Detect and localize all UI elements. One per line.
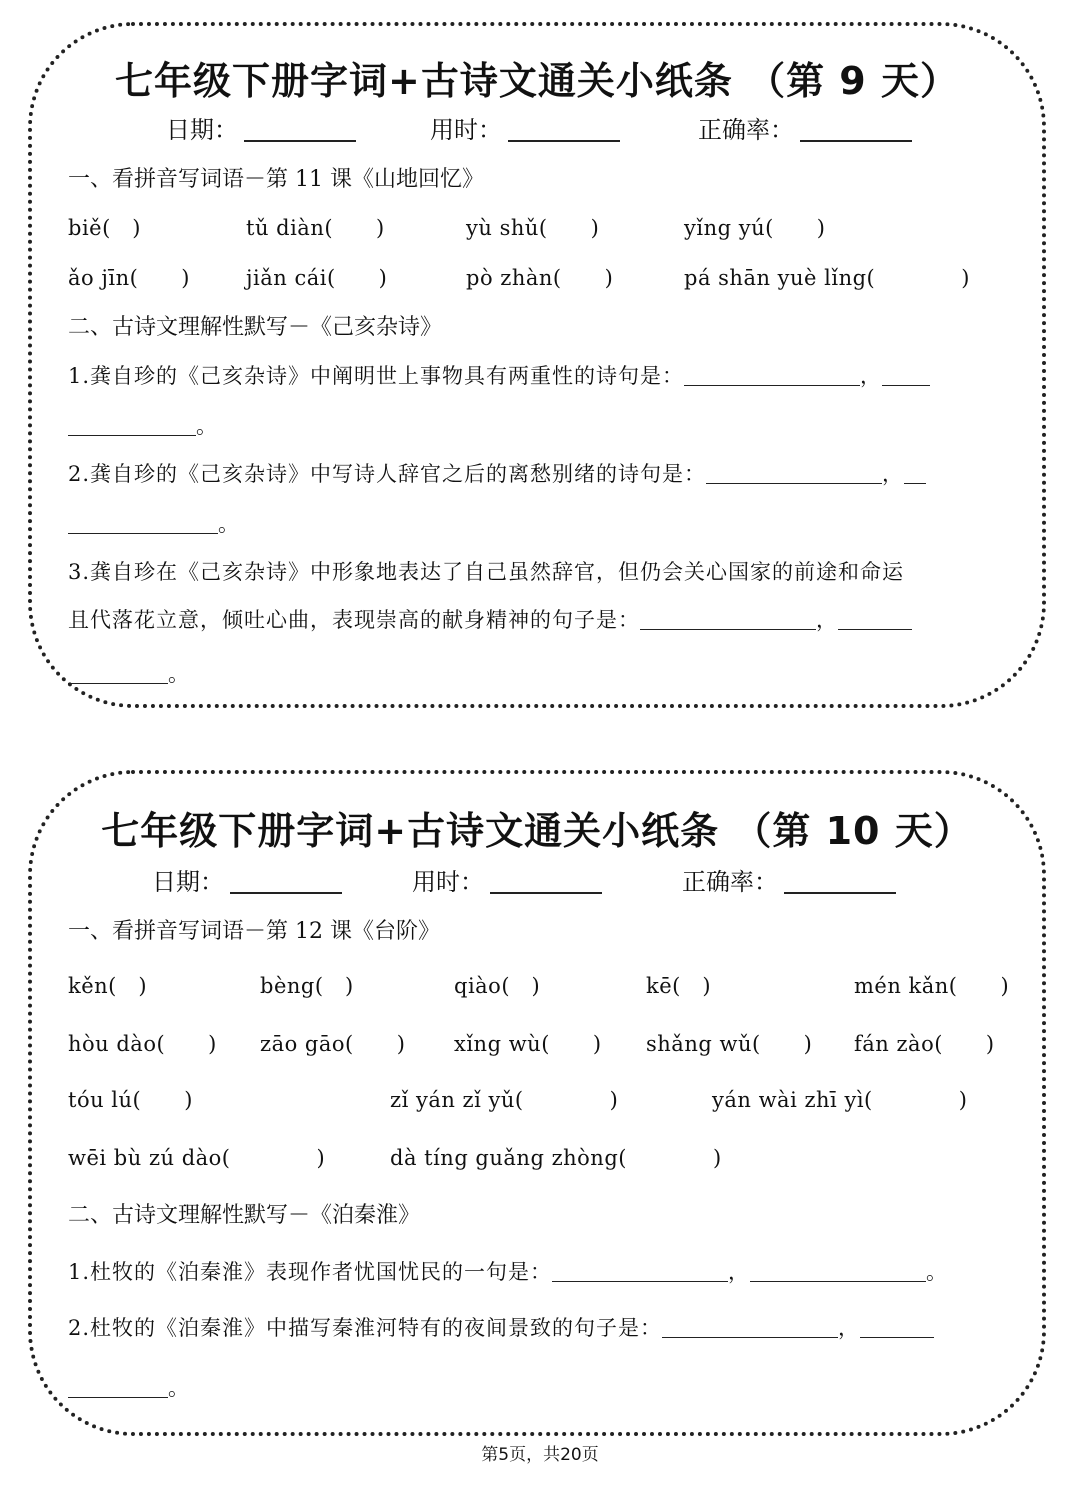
pinyin-item: mén kǎn( ) (854, 974, 1010, 998)
date-blank[interactable] (244, 140, 356, 142)
pinyin-item: tóu lú( ) (68, 1088, 193, 1112)
answer-blank[interactable] (68, 682, 168, 684)
accuracy-field: 正确率： (682, 862, 896, 897)
pinyin-item: xǐng wù( ) (454, 1032, 602, 1056)
pinyin-item: bèng( ) (260, 974, 354, 998)
pinyin-item: biě( ) (68, 216, 141, 240)
answer-blank[interactable] (68, 532, 218, 534)
question-3-end: 。 (68, 658, 190, 688)
answer-blank[interactable] (838, 628, 912, 630)
pinyin-item: kē( ) (646, 974, 712, 998)
accuracy-blank[interactable] (800, 140, 912, 142)
question-2: 2.杜牧的《泊秦淮》中描写秦淮河特有的夜间景致的句子是： ， (68, 1312, 934, 1342)
pinyin-item: hòu dào( ) (68, 1032, 217, 1056)
pinyin-item: kěn( ) (68, 974, 148, 998)
date-blank[interactable] (230, 892, 342, 894)
question-2: 2.龚自珍的《己亥杂诗》中写诗人辞官之后的离愁别绪的诗句是： ， (68, 458, 926, 488)
accuracy-field: 正确率： (698, 110, 912, 145)
pinyin-item: tǔ diàn( ) (246, 216, 385, 240)
card-title: 七年级下册字词+古诗文通关小纸条 （第 9 天） (115, 59, 959, 103)
time-blank[interactable] (490, 892, 602, 894)
section-poem-heading: 二、古诗文理解性默写－《己亥杂诗》 (68, 315, 443, 340)
pinyin-item: qiào( ) (454, 974, 541, 998)
answer-blank[interactable] (904, 482, 926, 484)
time-field: 用时： (430, 110, 620, 145)
accuracy-blank[interactable] (784, 892, 896, 894)
pinyin-item: pò zhàn( ) (466, 266, 614, 290)
pinyin-item: shǎng wǔ( ) (646, 1032, 813, 1056)
answer-blank[interactable] (882, 384, 930, 386)
pinyin-item: zāo gāo( ) (260, 1032, 406, 1056)
question-3: 3.龚自珍在《己亥杂诗》中形象地表达了自己虽然辞官，但仍会关心国家的前途和命运 (68, 560, 905, 584)
answer-blank[interactable] (640, 628, 816, 630)
pinyin-item: ǎo jīn( ) (68, 266, 190, 290)
date-field: 日期： (152, 862, 342, 897)
question-1-cont: 。 (68, 410, 218, 440)
worksheet-card-day10 (28, 770, 1046, 1436)
time-blank[interactable] (508, 140, 620, 142)
question-1: 1.龚自珍的《己亥杂诗》中阐明世上事物具有两重性的诗句是： ， (68, 360, 930, 390)
pinyin-item: jiǎn cái( ) (246, 266, 388, 290)
worksheet-card-day9 (28, 22, 1046, 708)
pinyin-item: fán zào( ) (854, 1032, 995, 1056)
section-pinyin-heading: 一、看拼音写词语－第 12 课《台阶》 (68, 919, 440, 944)
question-2-cont: 。 (68, 508, 240, 538)
section-pinyin-heading: 一、看拼音写词语－第 11 课《山地回忆》 (68, 167, 484, 192)
answer-blank[interactable] (706, 482, 882, 484)
pinyin-item: yán wài zhī yì( ) (712, 1088, 968, 1112)
page-number: 第5页，共20页 (481, 1445, 599, 1465)
answer-blank[interactable] (684, 384, 860, 386)
time-field: 用时： (412, 862, 602, 897)
answer-blank[interactable] (860, 1336, 934, 1338)
answer-blank[interactable] (750, 1280, 926, 1282)
question-2-cont: 。 (68, 1372, 190, 1402)
answer-blank[interactable] (68, 434, 196, 436)
pinyin-item: zǐ yán zǐ yǔ( ) (390, 1088, 619, 1112)
pinyin-item: pá shān yuè lǐng( ) (684, 266, 970, 290)
pinyin-item: dà tíng guǎng zhòng( ) (390, 1146, 722, 1170)
pinyin-item: yù shǔ( ) (466, 216, 600, 240)
answer-blank[interactable] (552, 1280, 728, 1282)
question-1: 1.杜牧的《泊秦淮》表现作者忧国忧民的一句是： ， 。 (68, 1260, 949, 1284)
question-3-cont: 且代落花立意，倾吐心曲，表现崇高的献身精神的句子是： ， (68, 604, 912, 634)
answer-blank[interactable] (662, 1336, 838, 1338)
pinyin-item: wēi bù zú dào( ) (68, 1146, 326, 1170)
card-title: 七年级下册字词+古诗文通关小纸条 （第 10 天） (101, 809, 973, 853)
date-field: 日期： (166, 110, 356, 145)
section-poem-heading: 二、古诗文理解性默写－《泊秦淮》 (68, 1203, 421, 1228)
pinyin-item: yǐng yú( ) (684, 216, 826, 240)
answer-blank[interactable] (68, 1396, 168, 1398)
